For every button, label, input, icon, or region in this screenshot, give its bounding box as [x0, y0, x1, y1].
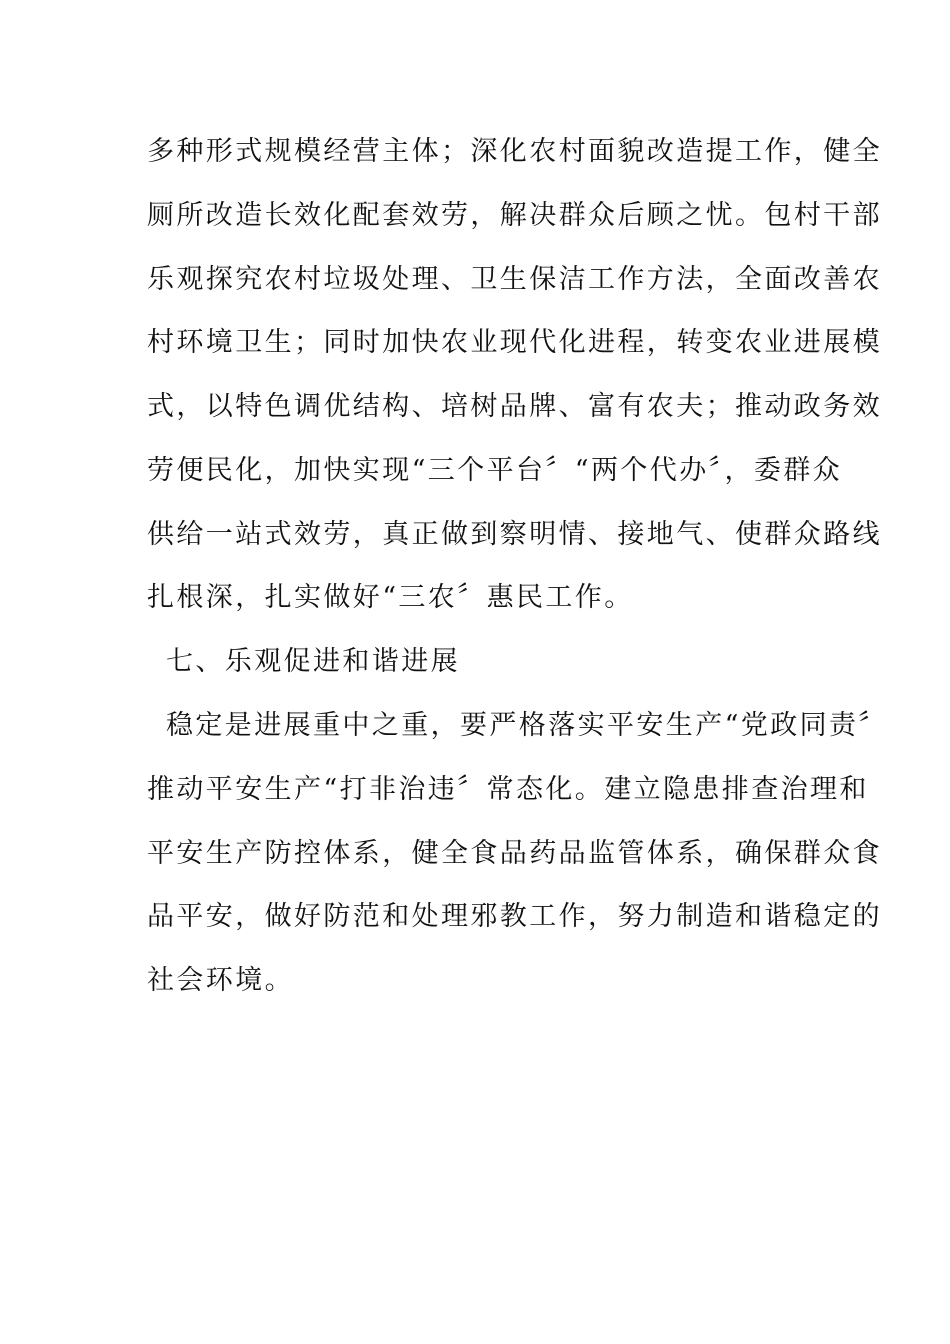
text-line: 劳便民化，加快实现“三个平台〞“两个代办〞，委群众: [147, 455, 843, 486]
text-line: 社会环境。: [147, 965, 294, 996]
section-heading: 七、乐观促进和谐进展: [166, 646, 460, 677]
text-line: 平安生产防控体系，健全食品药品监管体系，确保群众食: [147, 838, 882, 869]
text-line: 厕所改造长效化配套效劳，解决群众后顾之忧。包村干部: [147, 200, 882, 231]
text-line: 多种形式规模经营主体；深化农村面貌改造提工作，健全: [147, 136, 882, 167]
text-line: 稳定是进展重中之重，要严格落实平安生产“党政同责〞: [166, 710, 888, 741]
text-line: 扎根深，扎实做好“三农〞惠民工作。: [147, 582, 634, 613]
text-line: 式，以特色调优结构、培树品牌、富有农夫；推动政务效: [147, 391, 882, 422]
text-line: 乐观探究农村垃圾处理、卫生保洁工作方法，全面改善农: [147, 264, 882, 295]
text-line: 村环境卫生；同时加快农业现代化进程，转变农业进展模: [147, 327, 882, 358]
text-line: 品平安，做好防范和处理邪教工作，努力制造和谐稳定的: [147, 901, 882, 932]
text-line: 供给一站式效劳，真正做到察明情、接地气、使群众路线: [147, 519, 882, 550]
text-line: 推动平安生产“打非治违〞常态化。建立隐患排查治理和: [147, 774, 869, 805]
